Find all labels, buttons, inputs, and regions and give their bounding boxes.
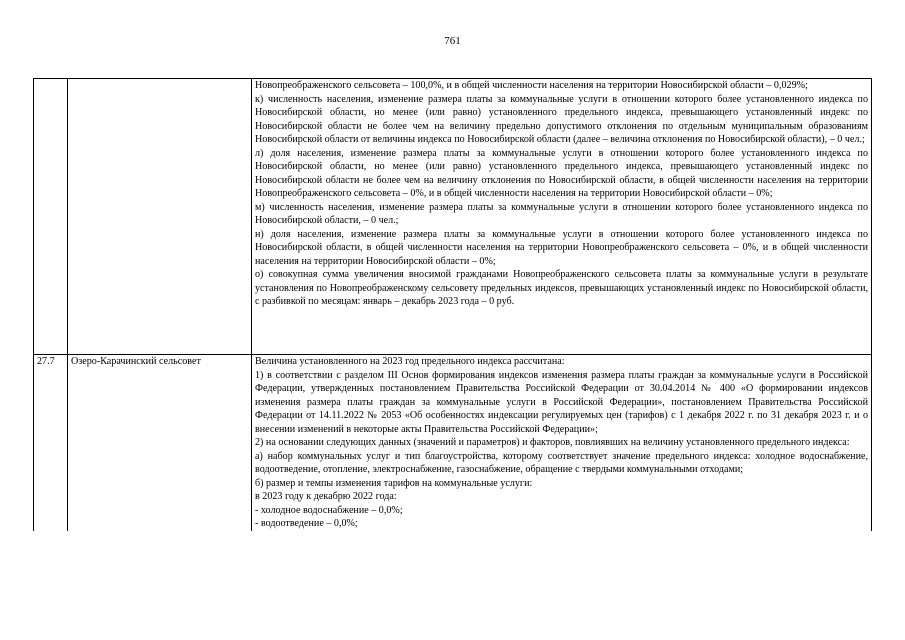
paragraph: 2) на основании следующих данных (значений и параметров) и факторов, повлиявших на величину установленного предельного индекса: xyxy=(255,437,850,448)
paragraph: н) доля населения, изменение размера платы за коммунальные услуги в отношении которого более установленного индекса по Новосибирской области, в общей численности населения на территории Новопреображенского сельсовета – 0%, и в общей численности населения на территории Новосибирской области – 0%; xyxy=(255,228,868,267)
paragraph: о) совокупная сумма увеличения вносимой гражданами Новопреображенского сельсовета платы за коммунальные услуги в результате установления по Новопреображенскому сельсовету предельных индексов, превышающих установленный индекс по Новосибирской области, с разбивкой по месяцам: январь – декабрь 2023 года – 0 руб. xyxy=(255,269,868,307)
paragraph: - водоотведение – 0,0%; xyxy=(255,518,358,529)
paragraph: к) численность населения, изменение размера платы за коммунальные услуги в отношении которого более установленного индекса по Новосибирской области, но менее (или равно) установленного предельного индекса, превышающего установленный индекс по Новосибирской области не более чем на величину предельно допустимого отклонения по отдельным муниципальным образованиям Новосибирской области от величины индекса по Новосибирской области (далее – величина отклонения по Новосибирской области), – 0 чел.; xyxy=(255,93,868,145)
description-cell xyxy=(252,79,872,355)
paragraph: а) набор коммунальных услуг и тип благоустройства, которому соответствует значение предельного индекса: холодное водоснабжение, водоотведение, отопление, электроснабжение, газоснабжение, обращение с твердыми коммунальными отходами; xyxy=(255,450,868,475)
row-number-cell xyxy=(34,79,68,355)
municipality-name-cell: Озеро-Карачинский сельсовет xyxy=(68,355,252,531)
table-row xyxy=(34,79,872,355)
paragraph: л) доля населения, изменение размера платы за коммунальные услуги в отношении которого более установленного индекса по Новосибирской области, но менее (или равно) установленного предельного индекса, превышающего установленный индекс по Новосибирской области не более чем на величину отклонения по Новосибирской области, в общей численности населения на территории Новопреображенского сельсовета – 0%, и в общей численности населения на территории Новосибирской области – 0%; xyxy=(255,147,868,199)
page-number: 761 xyxy=(444,35,461,47)
paragraph: в 2023 году к декабрю 2022 года: xyxy=(255,491,397,502)
paragraph: - холодное водоснабжение – 0,0%; xyxy=(255,504,403,516)
paragraph: б) размер и темпы изменения тарифов на коммунальные услуги: xyxy=(255,477,533,489)
description-cell xyxy=(252,355,872,531)
paragraph: Величина установленного на 2023 год предельного индекса рассчитана: xyxy=(255,356,565,367)
row-number-cell: 27.7 xyxy=(34,355,68,531)
document-table xyxy=(33,78,872,531)
paragraph: 1) в соответствии с разделом III Основ формирования индексов изменения размера платы граждан за коммунальные услуги в Российской Федерации, утвержденных постановлением Правительства Российской Федерации от 30.04.2014 № 400 «О формировании индексов изменения размера платы граждан за коммунальные услуги в Российской Федерации», постановлением Правительства Российской Федерации от 14.11.2022 № 2053 «Об особенностях индексации регулируемых цен (тарифов) с 1 декабря 2022 г. по 31 декабря 2023 г. и о внесении изменений в некоторые акты Правительства Российской Федерации»; xyxy=(255,369,868,435)
paragraph: м) численность населения, изменение размера платы за коммунальные услуги в отношении которого более установленного индекса по Новосибирской области, – 0 чел.; xyxy=(255,201,868,226)
municipality-name-cell xyxy=(68,79,252,355)
table-row xyxy=(34,355,872,531)
paragraph: Новопреображенского сельсовета – 100,0%, и в общей численности населения на территории Новосибирской области – 0,029%; xyxy=(255,80,808,91)
